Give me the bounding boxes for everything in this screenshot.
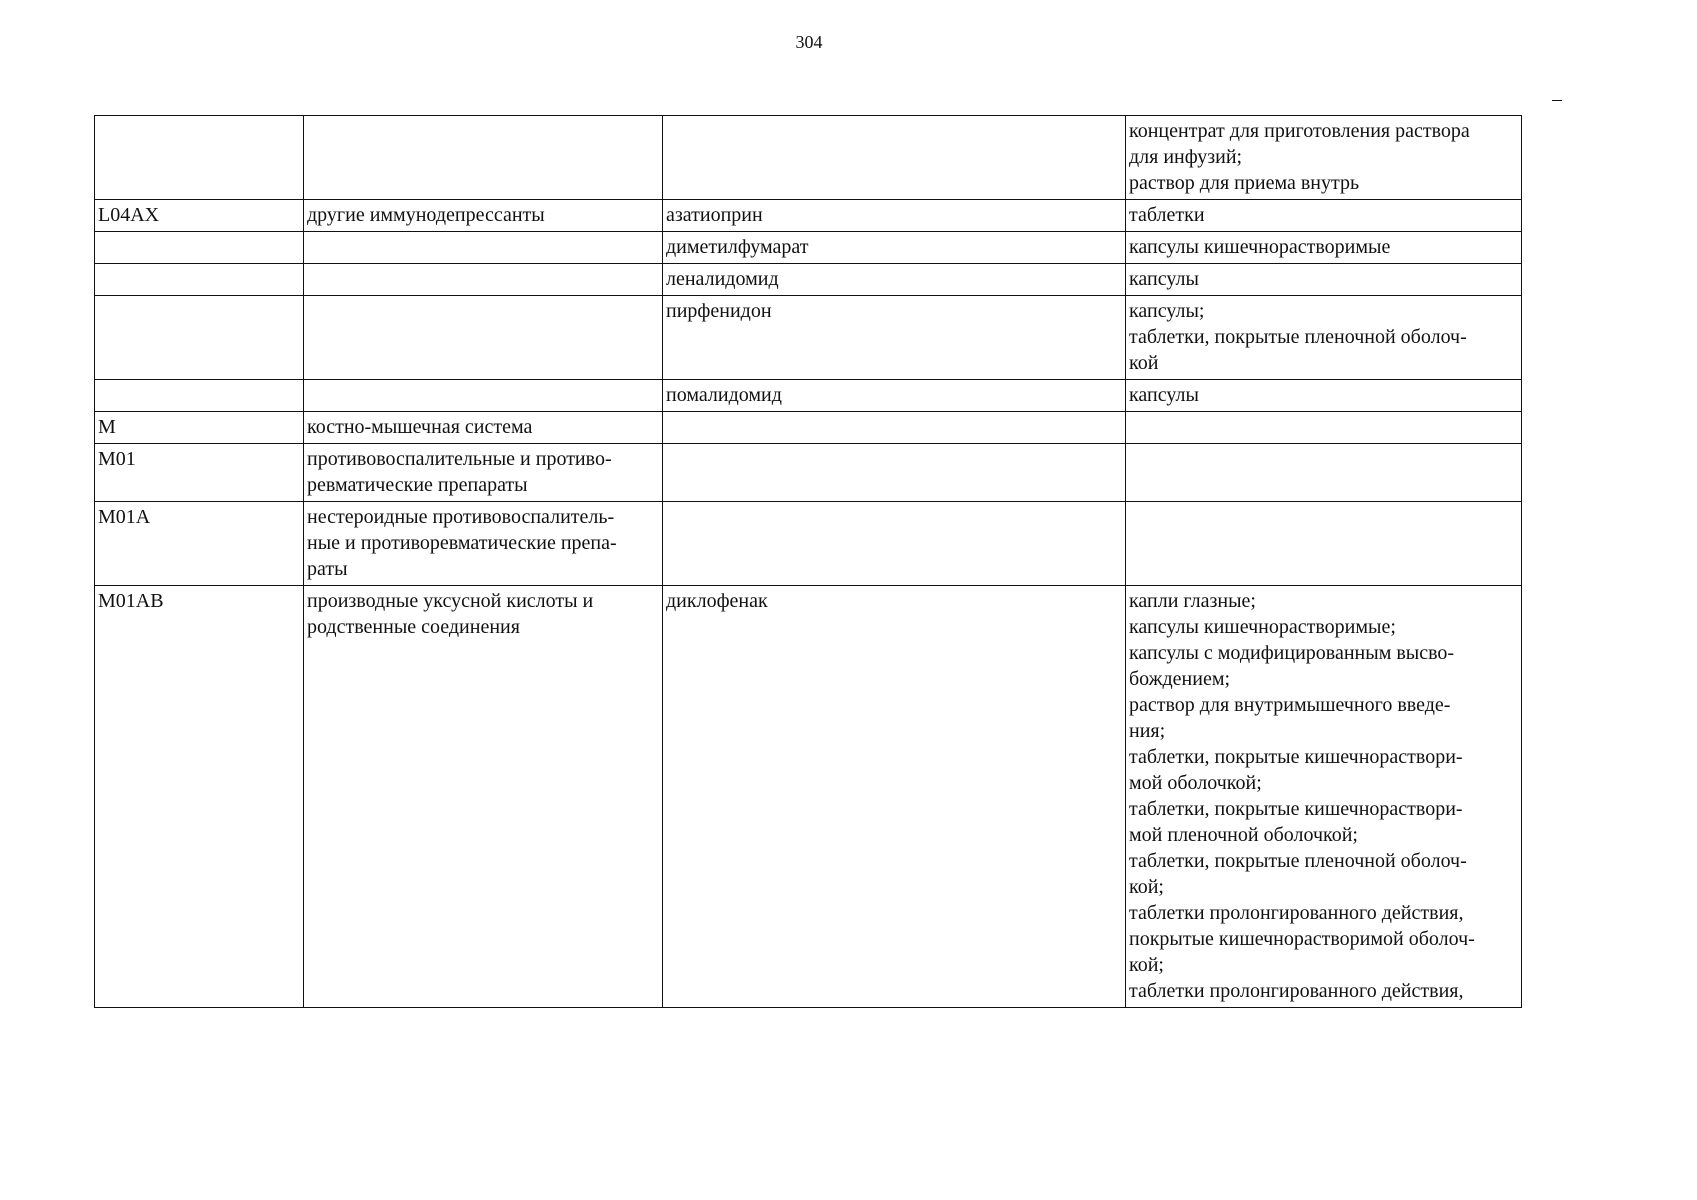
drug-name-cell: азатиоприн [663, 200, 1126, 232]
edge-mark [1552, 100, 1562, 101]
table-row [95, 380, 1522, 412]
atc-code-cell: M01A [95, 502, 304, 586]
atc-code-cell [95, 116, 304, 200]
table-row [95, 586, 1522, 1008]
table-row [95, 232, 1522, 264]
dosage-forms-cell: таблетки [1126, 200, 1522, 232]
dosage-forms-cell: капсулы [1126, 380, 1522, 412]
drug-name-cell: леналидомид [663, 264, 1126, 296]
table-row [95, 264, 1522, 296]
group-name-cell: нестероидные противовоспалитель- ные и противоревматические препа- раты [304, 502, 663, 586]
atc-code-cell [95, 380, 304, 412]
dosage-forms-cell: капсулы кишечнорастворимые [1126, 232, 1522, 264]
drug-name-cell: помалидомид [663, 380, 1126, 412]
table-row [95, 444, 1522, 502]
table-row [95, 116, 1522, 200]
atc-code-cell [95, 232, 304, 264]
table-row [95, 502, 1522, 586]
dosage-forms-cell [1126, 502, 1522, 586]
group-name-cell [304, 380, 663, 412]
dosage-forms-cell: капли глазные; капсулы кишечнорастворимые; капсулы с модифицированным высво- бождением; раствор для внутримышечного введе- ния; таблетки, покрытые кишечнораствори- мой оболочкой; таблетки, покрытые кишечнораствори- мой пленочной оболочкой; таблетки, покрытые пленочной оболоч- кой; таблетки пролонгированного действия, покрытые кишечнорастворимой оболоч- кой; таблетки пролонгированного действия, [1126, 586, 1522, 1008]
atc-code-cell: M01AB [95, 586, 304, 1008]
dosage-forms-cell: концентрат для приготовления раствора для инфузий; раствор для приема внутрь [1126, 116, 1522, 200]
dosage-forms-cell [1126, 444, 1522, 502]
group-name-cell: производные уксусной кислоты и родственные соединения [304, 586, 663, 1008]
atc-code-cell [95, 296, 304, 380]
group-name-cell [304, 296, 663, 380]
table-row [95, 296, 1522, 380]
drug-name-cell [663, 502, 1126, 586]
drug-name-cell [663, 444, 1126, 502]
dosage-forms-cell: капсулы; таблетки, покрытые пленочной оболоч- кой [1126, 296, 1522, 380]
group-name-cell: противовоспалительные и противо- ревматические препараты [304, 444, 663, 502]
group-name-cell [304, 232, 663, 264]
drug-name-cell: диклофенак [663, 586, 1126, 1008]
drug-name-cell [663, 412, 1126, 444]
drug-name-cell: пирфенидон [663, 296, 1126, 380]
table-row [95, 200, 1522, 232]
atc-code-cell: L04AX [95, 200, 304, 232]
drug-name-cell: диметилфумарат [663, 232, 1126, 264]
group-name-cell [304, 264, 663, 296]
dosage-forms-cell [1126, 412, 1522, 444]
atc-code-cell: M01 [95, 444, 304, 502]
page-number: 304 [795, 32, 823, 52]
group-name-cell [304, 116, 663, 200]
table-row [95, 412, 1522, 444]
atc-code-cell: M [95, 412, 304, 444]
drug-name-cell [663, 116, 1126, 200]
dosage-forms-cell: капсулы [1126, 264, 1522, 296]
drug-table [94, 115, 1522, 1008]
atc-code-cell [95, 264, 304, 296]
group-name-cell: другие иммунодепрессанты [304, 200, 663, 232]
group-name-cell: костно-мышечная система [304, 412, 663, 444]
